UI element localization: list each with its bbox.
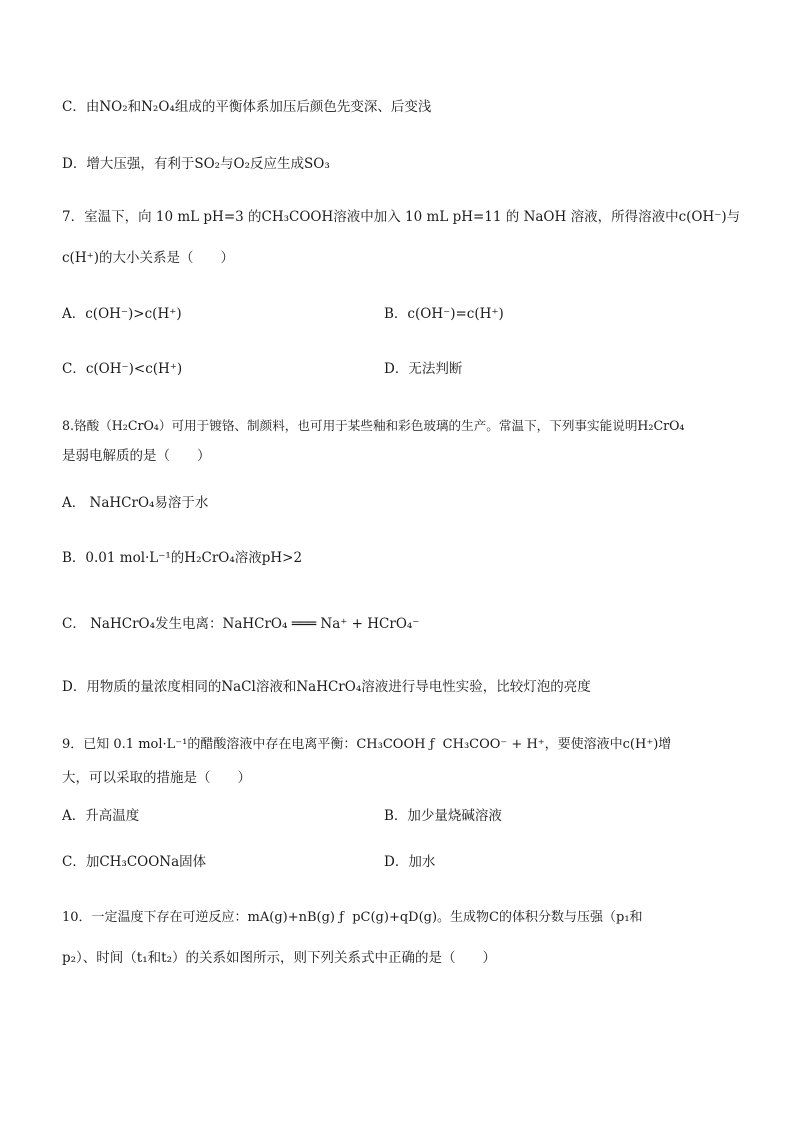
q10-stem-line-2 [62,948,496,968]
q7-option-a-text: A．c(OH⁻)>c(H⁺) [62,306,182,322]
q7-option-a[interactable] [62,304,182,324]
q9-option-c[interactable] [62,852,206,872]
q10-stem-text-1: 10．一定温度下存在可逆反应：mA(g)+nB(g) ƒ pC(g)+qD(g)。生成物C的体积分数与压强（p₁和 [62,910,643,925]
q9-option-a-text: A．升高温度 [62,808,140,824]
q8-option-c-text: C． NaHCrO₄发生电离：NaHCrO₄ ═══ Na⁺ + HCrO₄⁻ [62,616,420,632]
q8-option-c[interactable] [62,614,419,634]
q10-stem-line-1 [62,907,643,928]
q9-option-b[interactable] [384,806,502,826]
q6-option-c[interactable] [62,97,431,117]
q10-stem-text-2: p₂）、时间（t₁和t₂）的关系如图所示，则下列关系式中正确的是（ ） [62,950,496,966]
q9-option-a[interactable] [62,806,139,826]
q7-option-b[interactable] [384,304,504,324]
q9-option-d-text: D．加水 [384,854,436,870]
q7-stem-line-2 [62,248,234,268]
q8-stem-text-2: 是弱电解质的是（ ） [62,448,211,464]
q8-option-b-text: B．0.01 mol·L⁻¹的H₂CrO₄溶液pH>2 [62,550,303,566]
q9-stem-text-1: 9．已知 0.1 mol·L⁻¹的醋酸溶液中存在电离平衡：CH₃COOH ƒ CH₃COO⁻ + H⁺，要使溶液中c(H⁺)增 [62,737,672,752]
q9-option-b-text: B．加少量烧碱溶液 [384,808,502,824]
q6-option-c-text: C．由NO₂和N₂O₄组成的平衡体系加压后颜色先变深、后变浅 [62,99,432,115]
q9-option-c-text: C．加CH₃COONa固体 [62,854,207,870]
q6-option-d[interactable] [62,154,330,174]
q7-stem-text-2: c(H⁺)的大小关系是（ ） [62,250,234,266]
q9-stem-text-2: 大，可以采取的措施是（ ） [62,770,251,786]
q7-option-c-text: C．c(OH⁻)<c(H⁺) [62,361,183,377]
q8-option-a-text: A． NaHCrO₄易溶于水 [62,495,209,511]
q8-stem-line-2 [62,446,211,466]
q8-option-d[interactable] [62,677,591,697]
q9-stem-line-1 [62,734,671,755]
q6-option-d-text: D．增大压强，有利于SO₂与O₂反应生成SO₃ [62,156,330,172]
q7-option-b-text: B．c(OH⁻)=c(H⁺) [384,306,504,322]
q8-option-b[interactable] [62,548,302,568]
q8-stem-line-1 [62,416,684,436]
q7-stem-text-1: 7．室温下，向 10 mL pH=3 的CH₃COOH溶液中加入 10 mL pH=11 的 NaOH 溶液，所得溶液中c(OH⁻)与 [62,209,741,225]
q8-option-a[interactable] [62,493,208,513]
q8-option-d-text: D．用物质的量浓度相同的NaCl溶液和NaHCrO₄溶液进行导电性实验，比较灯泡的亮度 [62,679,591,695]
q9-stem-line-2 [62,768,251,788]
q7-stem-line-1 [62,207,740,227]
q8-stem-text-1: 8.铬酸（H₂CrO₄）可用于镀铬、制颜料，也可用于某些釉和彩色玻璃的生产。常温下，下列事实能说明H₂CrO₄ [62,418,685,433]
q7-option-c[interactable] [62,359,182,379]
q9-option-d[interactable] [384,852,435,872]
q7-option-d-text: D．无法判断 [384,361,463,377]
q7-option-d[interactable] [384,359,462,379]
